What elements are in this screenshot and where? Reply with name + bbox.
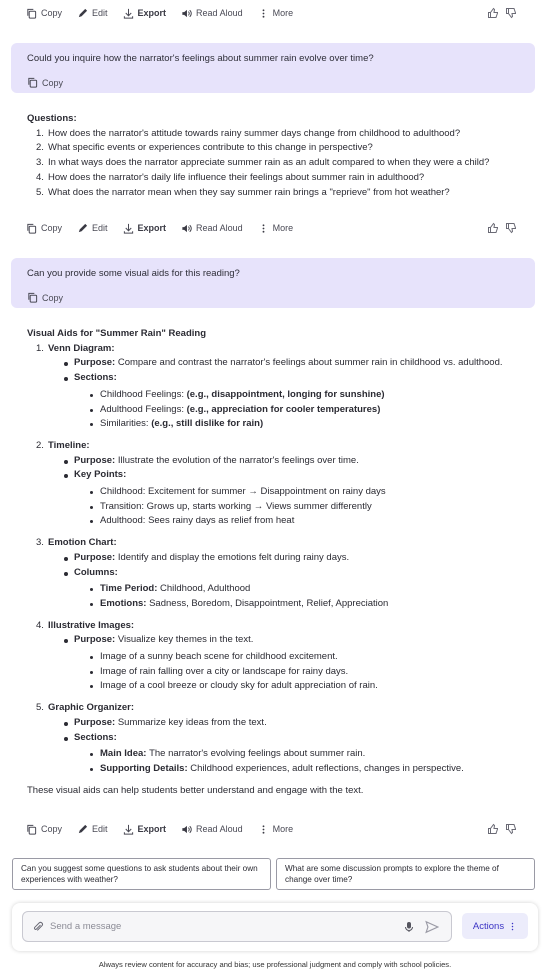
speaker-icon xyxy=(181,223,192,234)
more-vertical-icon xyxy=(508,922,517,931)
purpose-line: Purpose: Visualize key themes in the text. Image of a sunny beach scene for childhood excitement. Image of rain falling over a city or landscape for rainy days. Image of a cool breeze or cloudy sky for adult appreciation of rain. xyxy=(61,633,527,694)
answer-heading: Visual Aids for "Summer Rain" Reading xyxy=(27,328,206,339)
section-title: Illustrative Images: xyxy=(48,619,135,631)
thumbs-down-icon[interactable] xyxy=(505,7,517,19)
thumbs-up-icon[interactable] xyxy=(487,7,499,19)
section-title: Emotion Chart: xyxy=(48,537,117,549)
list-item: In what ways does the narrator appreciate summer rain as an adult compared to when they were a child? xyxy=(48,157,490,169)
export-button[interactable]: Export xyxy=(123,223,167,234)
list-item: Childhood: Excitement for summer → Disappointment on rainy days xyxy=(87,485,527,500)
list-item: How does the narrator's attitude towards rainy summer days change from childhood to adulthood? xyxy=(48,127,461,139)
more-button[interactable]: More xyxy=(258,824,294,835)
list-item: What does the narrator mean when they say summer rain brings a "reprieve" from hot weather? xyxy=(48,186,450,198)
paperclip-icon[interactable] xyxy=(32,921,44,933)
list-item xyxy=(36,439,527,529)
section-title: Timeline: xyxy=(48,439,90,451)
visual-aids-list xyxy=(27,342,527,777)
more-vertical-icon xyxy=(258,8,269,19)
thumbs-down-icon[interactable] xyxy=(505,222,517,234)
closing-text: These visual aids can help students better understand and engage with the text. xyxy=(27,784,364,796)
purpose-line: Purpose: Identify and display the emotions felt during rainy days. xyxy=(61,551,527,566)
list-item: Adulthood Feelings: (e.g., appreciation for cooler temperatures) xyxy=(87,403,527,418)
speaker-icon xyxy=(181,8,192,19)
purpose-line: Purpose: Compare and contrast the narrator's feelings about summer rain in childhood vs. adulthood. xyxy=(61,356,527,371)
list-item: Emotions: Sadness, Boredom, Disappointment, Relief, Appreciation xyxy=(87,597,527,612)
message-composer xyxy=(12,903,538,951)
assistant-message xyxy=(27,327,527,798)
read-aloud-button[interactable]: Read Aloud xyxy=(181,223,243,234)
copy-button[interactable]: Copy xyxy=(26,824,62,835)
copy-icon xyxy=(26,223,37,234)
user-message xyxy=(11,258,535,308)
list-item xyxy=(36,619,527,695)
list-item xyxy=(36,342,527,432)
list-item xyxy=(36,536,527,612)
user-message xyxy=(11,43,535,93)
edit-button[interactable]: Edit xyxy=(77,824,108,835)
user-message-text: Can you provide some visual aids for this reading? xyxy=(27,268,240,279)
sub-heading: Key Points: Childhood: Excitement for summer → Disappointment on rainy days Transition: Grows up, starts working → Views summer differently Adulthood: Sees rainy days as relief from heat xyxy=(61,468,527,529)
section-title: Graphic Organizer: xyxy=(48,702,135,714)
answer-heading: Questions: xyxy=(27,113,77,124)
thumbs-up-icon[interactable] xyxy=(487,222,499,234)
sub-heading: Sections: Childhood Feelings: (e.g., disappointment, longing for sunshine) Adulthood Feelings: (e.g., appreciation for cooler temperatures) Similarities: (e.g., still dislike for rain) xyxy=(61,371,527,432)
download-icon xyxy=(123,223,134,234)
list-item: Image of rain falling over a city or landscape for rainy days. xyxy=(87,665,527,680)
copy-button[interactable]: Copy xyxy=(26,223,62,234)
message-input-container xyxy=(22,911,452,942)
message-input[interactable] xyxy=(50,917,370,937)
list-item: Similarities: (e.g., still dislike for rain) xyxy=(87,417,527,432)
list-item: Time Period: Childhood, Adulthood xyxy=(87,582,527,597)
download-icon xyxy=(123,8,134,19)
list-item: Supporting Details: Childhood experiences, adult reflections, changes in perspective. xyxy=(87,762,527,777)
export-button[interactable]: Export xyxy=(123,8,167,19)
message-toolbar xyxy=(0,3,550,23)
send-icon[interactable] xyxy=(425,920,439,934)
question-list xyxy=(27,127,527,201)
more-button[interactable]: More xyxy=(258,223,294,234)
read-aloud-button[interactable]: Read Aloud xyxy=(181,8,243,19)
suggestion-chip[interactable]: Can you suggest some questions to ask students about their own experiences with weather? xyxy=(12,858,271,890)
list-item: Adulthood: Sees rainy days as relief from heat xyxy=(87,514,527,529)
list-item: Image of a sunny beach scene for childhood excitement. xyxy=(87,650,527,665)
download-icon xyxy=(123,824,134,835)
copy-icon xyxy=(27,292,38,303)
actions-button[interactable]: Actions xyxy=(462,913,528,939)
message-toolbar xyxy=(0,218,550,238)
list-item: What specific events or experiences contribute to this change in perspective? xyxy=(48,142,373,154)
list-item: Image of a cool breeze or cloudy sky for adult appreciation of rain. xyxy=(87,679,527,694)
copy-button[interactable]: Copy xyxy=(27,292,519,303)
edit-button[interactable]: Edit xyxy=(77,8,108,19)
user-message-text: Could you inquire how the narrator's feelings about summer rain evolve over time? xyxy=(27,53,374,64)
list-item: How does the narrator's daily life influence their feelings about summer rain in adulthood? xyxy=(48,171,425,183)
list-item: Childhood Feelings: (e.g., disappointment, longing for sunshine) xyxy=(87,388,527,403)
speaker-icon xyxy=(181,824,192,835)
export-button[interactable]: Export xyxy=(123,824,167,835)
more-vertical-icon xyxy=(258,223,269,234)
copy-button[interactable]: Copy xyxy=(26,8,62,19)
read-aloud-button[interactable]: Read Aloud xyxy=(181,824,243,835)
edit-button[interactable]: Edit xyxy=(77,223,108,234)
list-item: Main Idea: The narrator's evolving feelings about summer rain. xyxy=(87,747,527,762)
pencil-icon xyxy=(77,223,88,234)
disclaimer-text: Always review content for accuracy and bias; use professional judgment and comply with school policies. xyxy=(98,960,452,969)
sub-heading: Columns: Time Period: Childhood, Adulthood Emotions: Sadness, Boredom, Disappointment, Relief, Appreciation xyxy=(61,566,527,612)
thumbs-down-icon[interactable] xyxy=(505,823,517,835)
copy-icon xyxy=(26,824,37,835)
copy-icon xyxy=(26,8,37,19)
message-toolbar xyxy=(0,819,550,839)
section-title: Venn Diagram: xyxy=(48,342,115,354)
purpose-line: Purpose: Summarize key ideas from the text. xyxy=(61,716,527,731)
copy-icon xyxy=(27,77,38,88)
assistant-message xyxy=(27,112,527,200)
list-item: Transition: Grows up, starts working → Views summer differently xyxy=(87,500,527,515)
sub-heading: Sections: Main Idea: The narrator's evolving feelings about summer rain. Supporting Details: Childhood experiences, adult reflections, changes in perspective. xyxy=(61,731,527,777)
list-item xyxy=(36,701,527,777)
microphone-icon[interactable] xyxy=(403,921,415,933)
more-vertical-icon xyxy=(258,824,269,835)
suggestion-chip[interactable]: What are some discussion prompts to explore the theme of change over time? xyxy=(276,858,535,890)
thumbs-up-icon[interactable] xyxy=(487,823,499,835)
copy-button[interactable]: Copy xyxy=(27,77,519,88)
pencil-icon xyxy=(77,824,88,835)
more-button[interactable]: More xyxy=(258,8,294,19)
pencil-icon xyxy=(77,8,88,19)
purpose-line: Purpose: Illustrate the evolution of the narrator's feelings over time. xyxy=(61,454,527,469)
